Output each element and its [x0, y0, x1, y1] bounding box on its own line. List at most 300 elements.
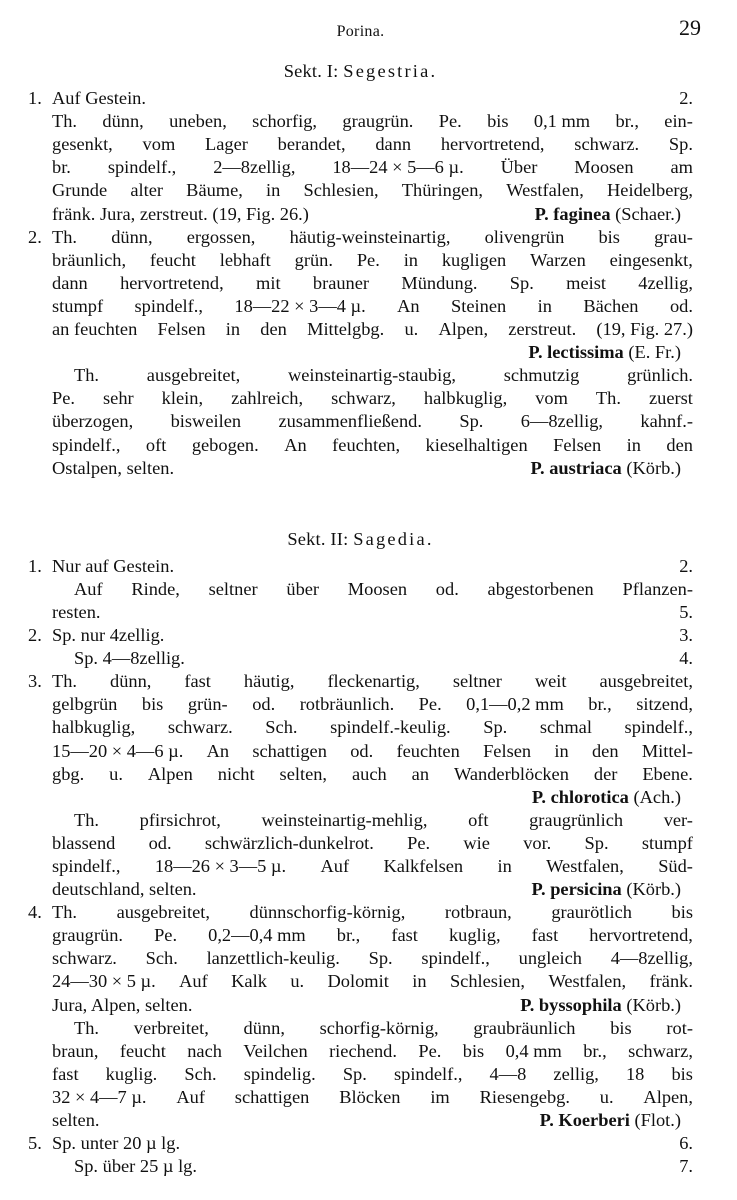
word: Über	[500, 157, 538, 178]
text-line	[52, 110, 693, 133]
word: u.	[290, 971, 305, 992]
word: feuchten	[396, 740, 460, 761]
word: Rinde,	[131, 578, 180, 599]
text-line	[52, 832, 693, 855]
last-line: Ostalpen, selten.	[52, 457, 175, 478]
word: an feuchten	[52, 319, 138, 340]
lead-reference: 5.	[679, 601, 693, 622]
word: riechend.	[329, 1040, 397, 1061]
text-line	[52, 1040, 693, 1063]
word: 24—30 × 5 µ.	[52, 971, 156, 992]
word: Warzen	[530, 249, 586, 270]
species-lectissima	[28, 226, 693, 365]
word: in	[626, 434, 641, 455]
species-name: P. austriaca	[530, 457, 622, 478]
word: fast	[52, 1063, 79, 1084]
lead-number: 1.	[28, 555, 42, 576]
word: mit	[256, 272, 281, 293]
word: An	[397, 295, 420, 316]
word: od.	[435, 578, 459, 599]
key-lead-2	[28, 624, 693, 647]
word: graurötlich	[551, 902, 632, 923]
word: spindelf.-keulig.	[330, 717, 451, 738]
word: Mündung.	[401, 272, 478, 293]
word: spindelf.,	[134, 295, 203, 316]
word: schwarz,	[628, 1040, 693, 1061]
word: od.	[148, 832, 172, 853]
word: stumpf	[52, 295, 104, 316]
word: über	[286, 578, 320, 599]
word: Sp.	[668, 134, 693, 155]
section-heading-segestria	[28, 60, 693, 83]
key-lead-1	[28, 87, 693, 110]
word: Felsen	[553, 434, 602, 455]
word: Th.	[52, 226, 78, 247]
word: Sp.	[584, 832, 609, 853]
species-name: P. lectissima	[528, 342, 624, 363]
text-line	[52, 1063, 693, 1086]
word: vor.	[523, 832, 552, 853]
word: Auf	[176, 1086, 205, 1107]
lead-text: Sp. über 25 µ lg.	[74, 1156, 197, 1177]
word: weinsteinartig-mehlig,	[261, 809, 428, 830]
word: im	[430, 1086, 450, 1107]
word: 32 × 4—7 µ.	[52, 1086, 147, 1107]
word: Th.	[595, 388, 621, 409]
word: Pe.	[52, 388, 75, 409]
text-line	[52, 970, 693, 993]
lead-reference: 6.	[679, 1133, 693, 1154]
word: Sch.	[145, 948, 178, 969]
word: ein-	[664, 111, 693, 132]
text-line	[52, 133, 693, 156]
word: bis	[141, 694, 164, 715]
text-line	[52, 156, 693, 179]
word: graubräunlich	[473, 1017, 576, 1038]
word: schattigen	[252, 740, 327, 761]
word: Alpen,	[643, 1086, 693, 1107]
word: Th.	[74, 365, 100, 386]
word: 6—8zellig,	[520, 411, 603, 432]
word: olivengrün	[484, 226, 565, 247]
lead-number: 2.	[28, 226, 42, 247]
word: vom	[535, 388, 568, 409]
word: zuerst	[648, 388, 693, 409]
word: grün-	[187, 694, 228, 715]
word: Pe.	[356, 249, 380, 270]
word: kieselhaltigen	[425, 434, 528, 455]
word: in	[497, 856, 512, 876]
word: weinsteinartig-staubig,	[287, 365, 457, 386]
word: fast	[184, 671, 211, 692]
word: 0,1 mm	[533, 111, 591, 132]
word: Pflanzen-	[622, 578, 693, 599]
last-line: deutschland, selten.	[52, 879, 197, 900]
word: spindelf.,	[52, 856, 121, 876]
word: hervortretend,	[440, 134, 545, 155]
word: Lager	[205, 134, 248, 155]
word: kahnf.-	[640, 411, 693, 432]
word: Th.	[52, 671, 78, 692]
lead-reference: 7.	[679, 1156, 693, 1177]
text-line	[52, 855, 693, 878]
word: fränk.	[649, 971, 693, 992]
page-header	[28, 15, 701, 56]
key-lead-1	[28, 555, 693, 578]
word: Alpen,	[438, 319, 489, 340]
word: sehr	[103, 388, 134, 409]
word: schmutzig	[503, 365, 580, 386]
word: dünn,	[111, 226, 153, 247]
word: häutig-weinsteinartig,	[289, 226, 451, 247]
word: kuglig.	[105, 1063, 158, 1084]
word: in	[225, 319, 241, 340]
word: gebogen.	[191, 434, 259, 455]
word: graugrün.	[52, 925, 123, 946]
word: 2—8zellig,	[213, 157, 296, 178]
word: alter	[130, 180, 163, 201]
species-author: (Körb.)	[626, 994, 681, 1015]
word: feucht	[119, 1040, 166, 1061]
text-line	[52, 578, 693, 601]
text-line	[52, 693, 693, 716]
section-name: Sagedia.	[353, 528, 434, 549]
word: spindelf.,	[624, 717, 693, 738]
word: 18	[625, 1063, 645, 1084]
lead-text: resten.	[52, 601, 101, 622]
word: schwarz.	[167, 717, 233, 738]
text-line	[52, 226, 693, 249]
word: stumpf	[641, 832, 693, 853]
word: schwarz.	[52, 948, 117, 969]
word: Schlesien,	[449, 971, 526, 992]
word: uneben,	[169, 111, 227, 132]
word: den	[260, 319, 287, 340]
word: fast	[391, 925, 418, 946]
word: ver-	[663, 809, 693, 830]
section-prefix: Sekt. I:	[283, 61, 339, 81]
word: grau-	[654, 226, 693, 247]
word: schwarz.	[574, 134, 640, 155]
word: wie	[463, 832, 490, 853]
word: u.	[599, 1086, 614, 1107]
word: zahlreich,	[231, 388, 304, 409]
word: Westfalen,	[546, 856, 624, 876]
lead-text: Sp. unter 20 µ lg.	[52, 1133, 181, 1154]
word: spindelf.,	[421, 948, 490, 969]
word: hervortretend,	[589, 925, 693, 946]
word: lanzettlich-keulig.	[206, 948, 340, 969]
key-lead-5	[28, 1132, 693, 1155]
species-author: (E. Fr.)	[628, 342, 681, 363]
word: schorfig-körnig,	[319, 1017, 439, 1038]
word: selten,	[279, 763, 328, 784]
word: 18—26 × 3—5 µ.	[154, 856, 287, 876]
text-line	[52, 1086, 693, 1109]
lead-number: 5.	[28, 1133, 42, 1154]
key-lead-5b	[28, 1155, 693, 1178]
text-line	[52, 947, 693, 970]
word: Dolomit	[327, 971, 389, 992]
word: am	[670, 157, 693, 178]
species-austriaca	[28, 364, 693, 479]
species-persicina	[28, 809, 693, 901]
word: schmal	[539, 717, 592, 738]
text-line	[52, 809, 693, 832]
word: meist	[566, 272, 606, 293]
word: seltner	[208, 578, 258, 599]
word: nach	[187, 1040, 222, 1061]
word: der	[593, 763, 618, 784]
word: ausgebreitet,	[599, 671, 693, 692]
species-koerberi	[28, 1017, 693, 1132]
word: rotbräunlich.	[299, 694, 395, 715]
word: 0,4 mm	[505, 1040, 562, 1061]
word: eingesenkt,	[609, 249, 693, 270]
lead-number: 4.	[28, 902, 42, 923]
species-name: P. byssophila	[520, 994, 622, 1015]
species-author: (Flot.)	[634, 1110, 681, 1131]
word: klein,	[161, 388, 204, 409]
word: an	[411, 763, 430, 784]
word: An	[206, 740, 230, 761]
species-name: P. faginea	[534, 203, 611, 224]
word: Th.	[74, 1017, 100, 1038]
word: Westfalen,	[548, 971, 627, 992]
word: Veilchen	[243, 1040, 308, 1061]
word: spindelf.,	[52, 434, 121, 455]
lead-number: 2.	[28, 625, 42, 646]
word: bis	[462, 1040, 485, 1061]
word: ergossen,	[186, 226, 256, 247]
lead-reference: 3.	[679, 625, 693, 646]
word: lebhaft	[219, 249, 271, 270]
word: Sp.	[368, 948, 393, 969]
word: An	[284, 434, 307, 455]
word: zellig,	[553, 1063, 599, 1084]
species-name: P. chlorotica	[531, 786, 629, 807]
word: Pe.	[154, 925, 178, 946]
word: zerstreut.	[508, 319, 577, 340]
lead-number: 3.	[28, 671, 42, 692]
last-line: Jura, Alpen, selten.	[52, 994, 193, 1015]
word: gesenkt,	[52, 134, 113, 155]
lead-text: Auf Gestein.	[52, 88, 146, 109]
word: Th.	[52, 111, 78, 132]
text-line	[52, 318, 693, 341]
word: seltner	[452, 671, 502, 692]
text-line	[52, 179, 693, 202]
word: abgestorbenen	[487, 578, 594, 599]
word: grün.	[294, 249, 333, 270]
section-prefix: Sekt. II:	[287, 528, 349, 549]
word: Sch.	[265, 717, 298, 738]
lead-reference: 4.	[679, 648, 693, 669]
word: hervortretend,	[120, 272, 224, 293]
text-line	[52, 434, 693, 457]
species-byssophila	[28, 901, 693, 1016]
word: Auf	[74, 578, 103, 599]
word: zusammenfließend.	[278, 411, 422, 432]
text-line	[52, 249, 693, 272]
word: graugrünlich	[529, 809, 624, 830]
word: Pe.	[438, 111, 462, 132]
word: brauner	[312, 272, 370, 293]
word: 15—20 × 4—6 µ.	[52, 740, 184, 761]
word: feuchten,	[332, 434, 401, 455]
word: weit	[534, 671, 567, 692]
word: braun,	[52, 1040, 99, 1061]
word: feucht	[149, 249, 196, 270]
word: 18—22 × 3—4 µ.	[234, 295, 366, 316]
word: bis	[610, 1017, 632, 1038]
word: halbkuglig,	[52, 717, 136, 738]
text-line	[52, 716, 693, 739]
word: 4—8zellig,	[610, 948, 693, 969]
word: Steinen	[451, 295, 507, 316]
lead-text: Sp. nur 4zellig.	[52, 625, 165, 646]
word: auch	[351, 763, 387, 784]
word: rotbraun,	[444, 902, 512, 923]
word: berandet,	[277, 134, 346, 155]
text-line	[52, 1017, 693, 1040]
word: Schlesien,	[303, 180, 379, 201]
word: pfirsichrot,	[139, 809, 221, 830]
word: Sp.	[342, 1063, 367, 1084]
word: spindelig.	[243, 1063, 316, 1084]
word: br.,	[336, 925, 361, 946]
word: Westfalen,	[506, 180, 584, 201]
section-heading-sagedia	[28, 528, 693, 551]
word: Kalk	[231, 971, 267, 992]
word: Süd-	[658, 856, 693, 876]
text-line	[52, 924, 693, 947]
word: ausgebreitet,	[146, 365, 241, 386]
word: Moosen	[347, 578, 408, 599]
text-line	[52, 901, 693, 924]
word: Ebene.	[642, 763, 693, 784]
word: rot-	[666, 1017, 693, 1038]
word: dann	[375, 134, 412, 155]
word: kugligen	[441, 249, 507, 270]
word: Sch.	[184, 1063, 217, 1084]
species-author: (Körb.)	[626, 457, 681, 478]
last-line: fränk. Jura, zerstreut. (19, Fig. 26.)	[52, 203, 309, 224]
species-faginea	[28, 110, 693, 225]
species-chlorotica	[28, 670, 693, 809]
text-line	[52, 410, 693, 433]
word: in	[266, 180, 281, 201]
word: Grunde	[52, 180, 108, 201]
word: u.	[404, 319, 419, 340]
word: Sp.	[483, 717, 508, 738]
text-line	[52, 740, 693, 763]
word: schorfig,	[252, 111, 318, 132]
species-author: (Schaer.)	[615, 203, 681, 224]
word: 4—8	[489, 1063, 527, 1084]
word: Wanderblöcken	[453, 763, 569, 784]
word: Felsen	[483, 740, 532, 761]
word: spindelf.,	[107, 157, 177, 178]
word: halbkuglig,	[423, 388, 508, 409]
word: schwärzlich-dunkelrot.	[204, 832, 374, 853]
word: sitzend,	[636, 694, 693, 715]
word: gelbgrün	[52, 694, 118, 715]
lead-reference: 2.	[679, 555, 693, 576]
word: fast	[531, 925, 559, 946]
running-title: Porina.	[336, 23, 385, 40]
species-name: P. Koerberi	[539, 1110, 630, 1131]
word: den	[666, 434, 693, 455]
word: häutig,	[243, 671, 295, 692]
word: vom	[142, 134, 176, 155]
word: fleckenartig,	[327, 671, 420, 692]
word: bisweilen	[170, 411, 242, 432]
word: dünn,	[243, 1017, 285, 1038]
word: in	[412, 971, 427, 992]
word: in	[403, 249, 418, 270]
word: od.	[669, 295, 693, 316]
word: schattigen	[234, 1086, 310, 1107]
word: od.	[252, 694, 276, 715]
word: Riesengebg.	[479, 1086, 570, 1107]
word: Sp.	[509, 272, 534, 293]
word: br.	[52, 157, 71, 178]
word: in	[554, 740, 569, 761]
word: Pe.	[407, 832, 431, 853]
word: oft	[145, 434, 167, 455]
word: dünnschorfig-körnig,	[249, 902, 406, 923]
word: ausgebreitet,	[116, 902, 211, 923]
word: 4zellig,	[638, 272, 693, 293]
word: Moosen	[574, 157, 634, 178]
word: br.,	[615, 111, 639, 132]
word: br.,	[583, 1040, 607, 1061]
word: grünlich.	[627, 365, 693, 386]
word: in	[537, 295, 552, 316]
word: gbg.	[52, 763, 85, 784]
text-line	[52, 670, 693, 693]
word: dann	[52, 272, 88, 293]
text-line	[52, 295, 693, 318]
word: Mittelgbg.	[307, 319, 385, 340]
word: Bächen	[583, 295, 639, 316]
word: Auf	[179, 971, 208, 992]
lead-text: Nur auf Gestein.	[52, 555, 175, 576]
text-line	[52, 763, 693, 786]
word: verbreitet,	[133, 1017, 209, 1038]
word: bis	[671, 1063, 693, 1084]
species-author: (Ach.)	[633, 786, 681, 807]
word: nicht	[217, 763, 255, 784]
word: br.,	[588, 694, 612, 715]
word: Auf	[320, 856, 350, 876]
word: bräunlich,	[52, 249, 127, 270]
text-line	[52, 272, 693, 295]
word: bis	[598, 226, 620, 247]
species-author: (Körb.)	[626, 879, 681, 900]
last-line: selten.	[52, 1110, 100, 1131]
word: Th.	[52, 902, 78, 923]
word: spindelf.,	[393, 1063, 463, 1084]
key-lead-2b	[28, 647, 693, 670]
section-name: Segestria.	[343, 61, 438, 81]
word: Pe.	[418, 1040, 442, 1061]
word: blassend	[52, 832, 116, 853]
word: Th.	[74, 809, 100, 830]
species-name: P. persicina	[531, 879, 622, 900]
word: den	[591, 740, 619, 761]
